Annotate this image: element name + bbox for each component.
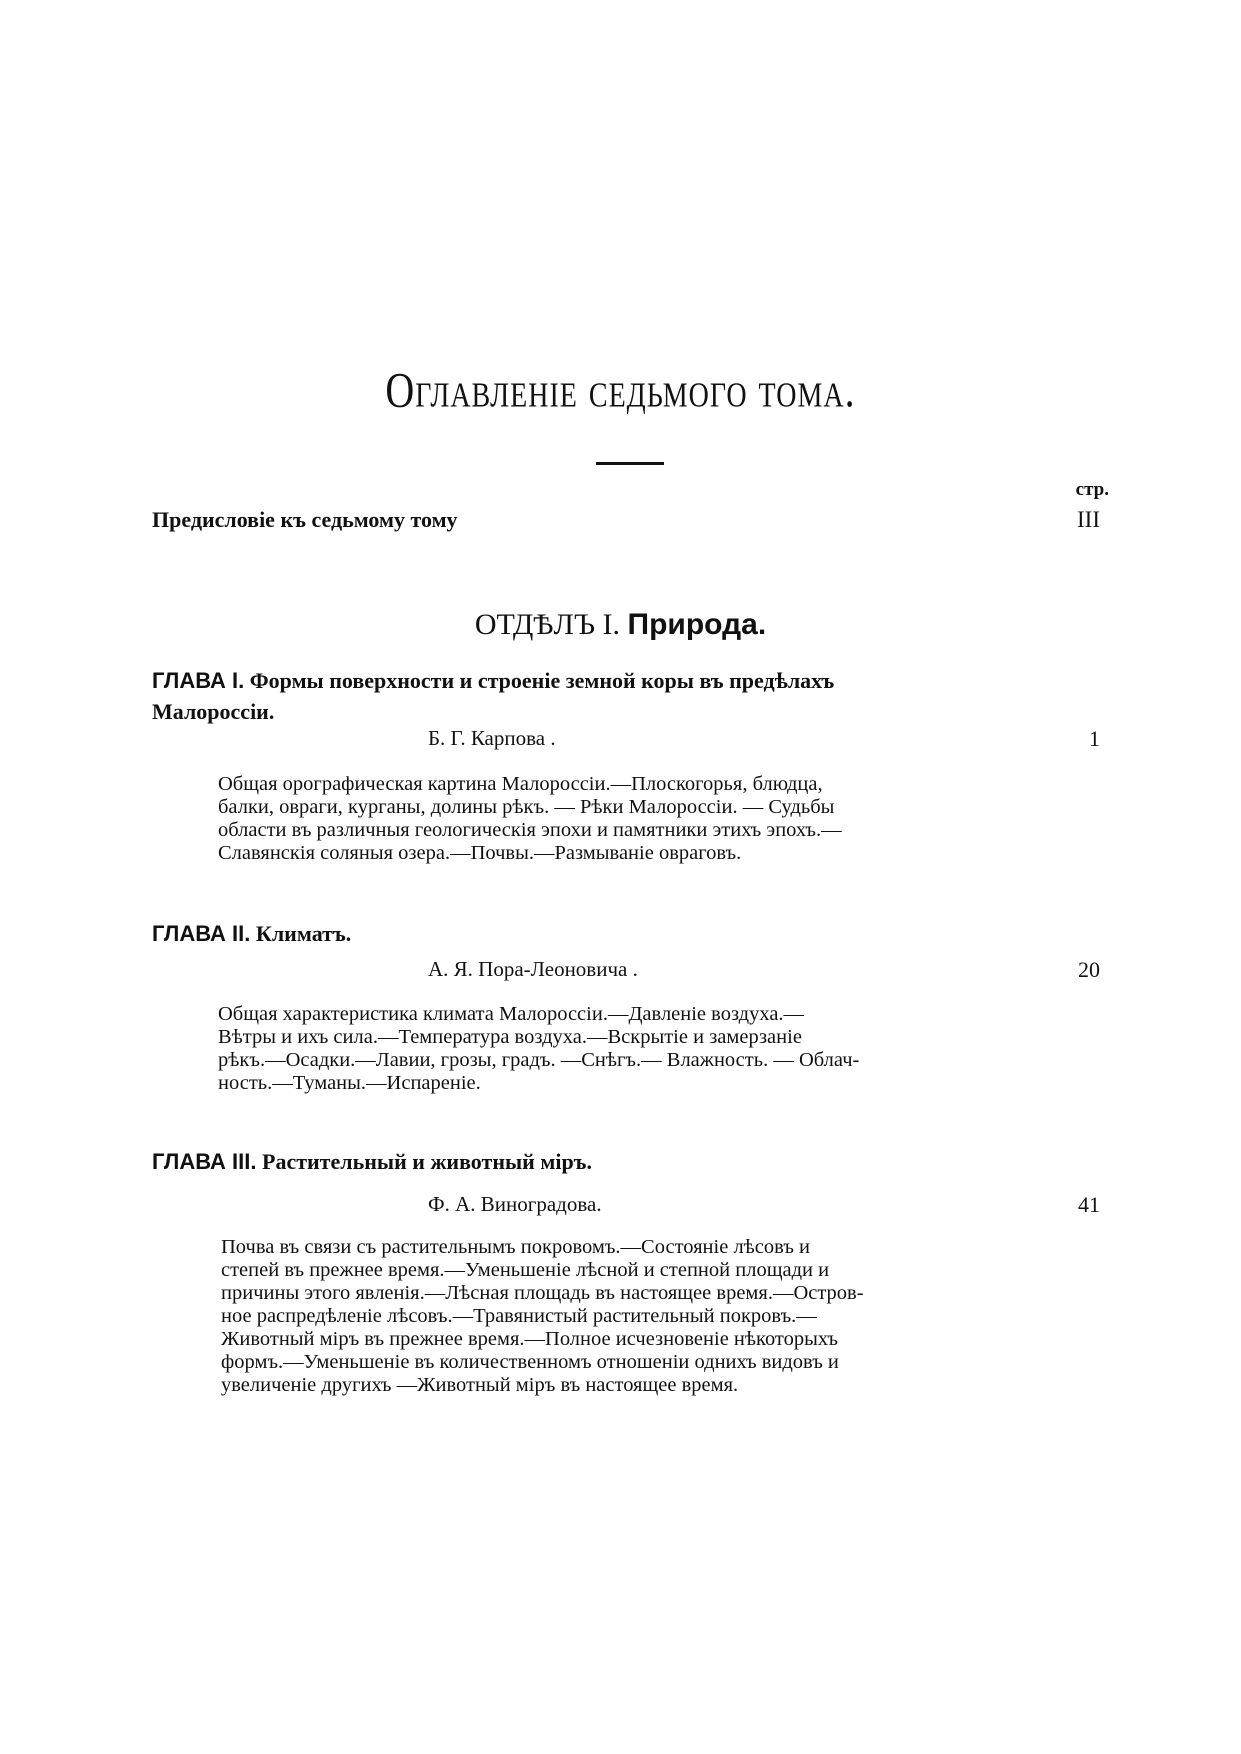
section-name: Природа. — [627, 608, 767, 641]
chapter-1-summary-line-4: Славянскія соляныя озера.—Почвы.—Размываніе овраговъ. — [218, 842, 742, 864]
chapter-1-heading — [152, 665, 1022, 727]
chapter-1-title-line-1: Формы поверхности и строеніе земной коры въ предѣлахъ — [249, 668, 835, 693]
chapter-3-heading — [152, 1146, 592, 1177]
chapter-3-summary-line-1: Почва въ связи съ растительнымъ покровомъ.—Состояніе лѣсовъ и — [221, 1236, 811, 1258]
chapter-3-author: Ф. А. Виноградова. — [428, 1192, 602, 1216]
page-title: Оглавленіе седьмого тома. — [385, 361, 856, 418]
chapter-2-summary-line-1: Общая характеристика климата Малороссіи.—Давленіе воздуха.— — [218, 1003, 805, 1025]
chapter-1-summary — [218, 773, 1032, 865]
preface-entry — [152, 507, 1100, 537]
chapter-2-heading — [152, 918, 351, 949]
chapter-3-page: 41 — [1078, 1192, 1100, 1217]
chapter-2-page: 20 — [1078, 957, 1100, 982]
chapter-1-author: Б. Г. Карпова . — [428, 726, 556, 750]
chapter-1-summary-line-2: балки, овраги, курганы, долины рѣкъ. — Рѣки Малороссіи. — Судьбы — [218, 796, 835, 818]
title-rule — [596, 462, 664, 465]
chapter-1-summary-line-1: Общая орографическая картина Малороссіи.—Плоскогорья, блюдца, — [218, 773, 823, 795]
section-prefix: ОТДѢЛЪ I. — [474, 608, 621, 641]
chapter-3-summary-line-2: степей въ прежнее время.—Уменьшеніе лѣсной и степной площади и — [221, 1259, 830, 1281]
chapter-3-summary-line-4: ное распредѣленіе лѣсовъ.—Травянистый растительный покровъ.— — [221, 1305, 817, 1327]
chapter-2-label: ГЛАВА II. — [152, 921, 251, 946]
chapter-2-author: А. Я. Пора-Леоновича . — [428, 957, 638, 981]
chapter-1-title-line-2: Малороссіи. — [152, 699, 275, 724]
section-heading — [0, 608, 1241, 642]
chapter-3-label: ГЛАВА III. — [152, 1149, 257, 1174]
chapter-3-summary — [221, 1236, 1034, 1397]
chapter-1-page: 1 — [1089, 726, 1100, 751]
page-column-label: стр. — [1075, 479, 1109, 500]
chapter-2-summary — [218, 1003, 1032, 1095]
chapter-2-summary-line-3: рѣкъ.—Осадки.—Лавии, грозы, градъ. —Снѣгъ.— Влажность. — Облач- — [218, 1049, 860, 1071]
preface-page: III — [1077, 507, 1100, 532]
chapter-2-title-line-1: Климатъ. — [255, 921, 352, 946]
chapter-3-summary-line-6: формъ.—Уменьшеніе въ количественномъ отношеніи однихъ видовъ и — [221, 1351, 839, 1373]
chapter-3-summary-line-7: увеличеніе другихъ —Животный міръ въ настоящее время. — [221, 1374, 739, 1396]
chapter-2-summary-line-2: Вѣтры и ихъ сила.—Температура воздуха.—Вскрытіе и замерзаніе — [218, 1026, 802, 1048]
chapter-1-label: ГЛАВА I. — [152, 668, 245, 693]
chapter-3-summary-line-5: Животный міръ въ прежнее время.—Полное исчезновеніе нѣкоторыхъ — [221, 1328, 838, 1350]
chapter-2-summary-line-4: ность.—Туманы.—Испареніе. — [218, 1072, 481, 1094]
chapter-3-title-line-1: Растительный и животный міръ. — [262, 1149, 592, 1174]
preface-title: Предисловіе къ седьмому тому — [152, 507, 458, 532]
chapter-3-summary-line-3: причины этого явленія.—Лѣсная площадь въ настоящее время.—Остров- — [221, 1282, 864, 1304]
chapter-1-summary-line-3: области въ различныя геологическія эпохи и памятники этихъ эпохъ.— — [218, 819, 842, 841]
